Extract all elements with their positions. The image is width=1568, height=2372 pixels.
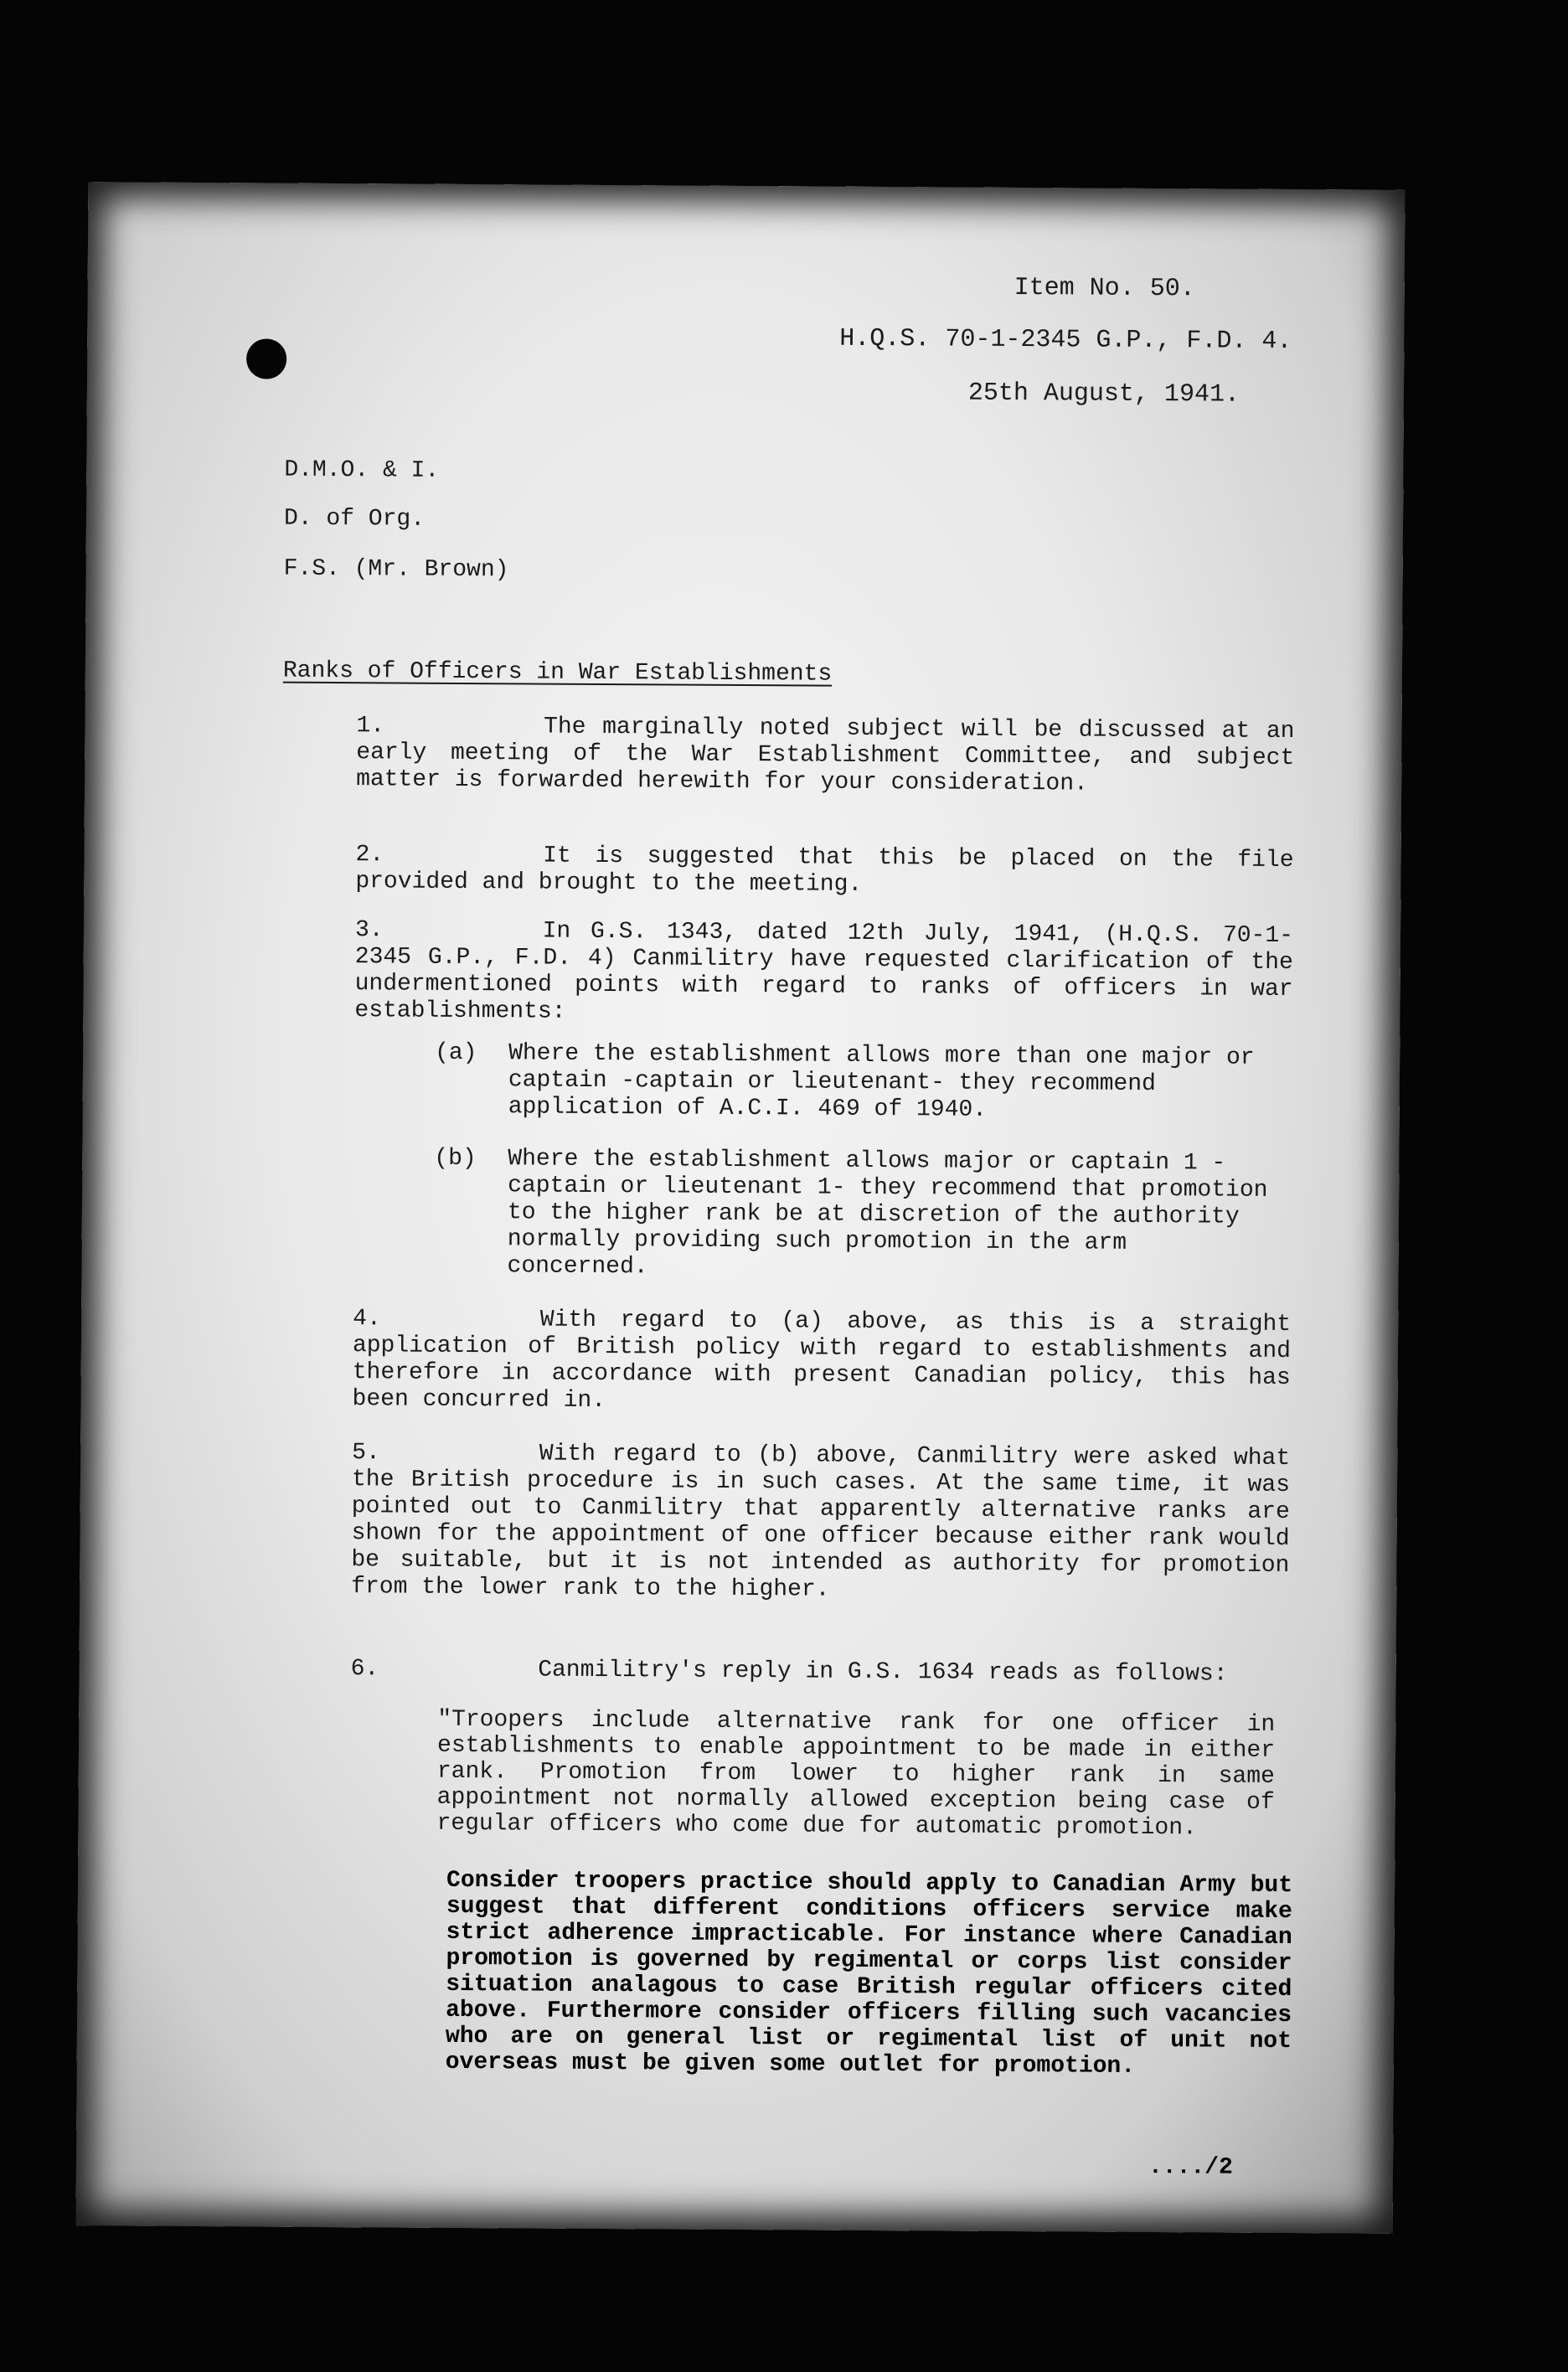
paragraph-number: 1. [356,713,385,740]
subparagraph-text: Where the establishment allows major or captain 1 - captain or lieutenant 1- they recommend that promotion to the higher rank be at discretion of the authority normally providing such promotion in the arm concerned. [507,1146,1268,1281]
subject-heading: Ranks of Officers in War Establishments [282,657,833,688]
file-reference: H.Q.S. 70-1-2345 G.P., F.D. 4. [839,324,1292,357]
paragraph-text: With regard to (b) above, Canmilitry were asked what the British procedure is in such cases. At the same time, it was pointed out to Canmilitry that apparently alternative ranks are shown for the appointment of one officer because either rank would be suitable, but it is not intended as authority for promotion from the lower rank to the higher. [351,1441,1291,1603]
paragraph-6 [351,1656,1289,1689]
quoted-reply-part-1: "Troopers include alternative rank for one officer in establishments to enable appointment to be made in either rank. Promotion from lower to higher rank in same appointment not normally allowed exception being case of regular officers who come due for automatic promotion. [436,1706,1276,1842]
punch-hole [246,338,286,379]
subparagraph-text: Where the establishment allows more than one major or captain -captain or lieutenant- they recommend application of A.C.I. 469 of 1940. [508,1040,1255,1123]
paragraph-text: In G.S. 1343, dated 12th July, 1941, (H.Q.S. 70-1-2345 G.P., F.D. 4) Canmilitry have requested clarification of the undermentioned points with regard to ranks of officers in war establishments: [354,918,1294,1025]
document-page [76,182,1406,2234]
paragraph-2 [355,842,1293,901]
paragraph-text: The marginally noted subject will be discussed at an early meeting of the War Establishment Committee, and subject matter is forwarded herewith for your consideration. [356,714,1295,797]
recipient-org: D. of Org. [283,505,426,533]
paragraph-number: 3. [354,917,384,944]
paragraph-5 [351,1440,1290,1606]
paragraph-text: With regard to (a) above, as this is a straight application of British policy with regard to establishments and therefore in accordance with present Canadian policy, this has been concurred in. [352,1307,1292,1415]
paragraph-number: 5. [352,1440,380,1467]
paragraph-1 [356,713,1295,799]
continuation-marker: ..../2 [1148,2153,1233,2181]
quoted-reply-part-2: Consider troopers practice should apply to Canadian Army but suggest that different conditions officers service make strict adherence impracticable. For instance where Canadian promotion is governed by regimental or corps list consider situation analagous to case British regular officers cited above. Furthermore consider officers filling such vacancies who are on general list or regimental list of unit not overseas must be given some outlet for promotion. [445,1867,1293,2080]
paragraph-number: 2. [355,842,384,869]
paragraph-3 [354,917,1293,1030]
recipient-dmo: D.M.O. & I. [284,456,440,484]
subparagraph-a [435,1040,1282,1129]
paragraph-text: Canmilitry's reply in G.S. 1634 reads as follows: [538,1657,1228,1688]
subparagraph-label: (b) [434,1145,477,1173]
item-number: Item No. 50. [1014,273,1195,304]
subparagraph-label: (a) [435,1039,477,1067]
paragraph-text: It is suggested that this be placed on the file provided and brought to the meeting. [355,843,1294,898]
paragraph-number: 4. [353,1306,381,1333]
paragraph-4 [352,1306,1291,1419]
paragraph-number: 6. [350,1656,379,1683]
document-date: 25th August, 1941. [967,379,1240,410]
recipient-fs: F.S. (Mr. Brown) [283,555,509,584]
subparagraph-b [433,1146,1280,1285]
